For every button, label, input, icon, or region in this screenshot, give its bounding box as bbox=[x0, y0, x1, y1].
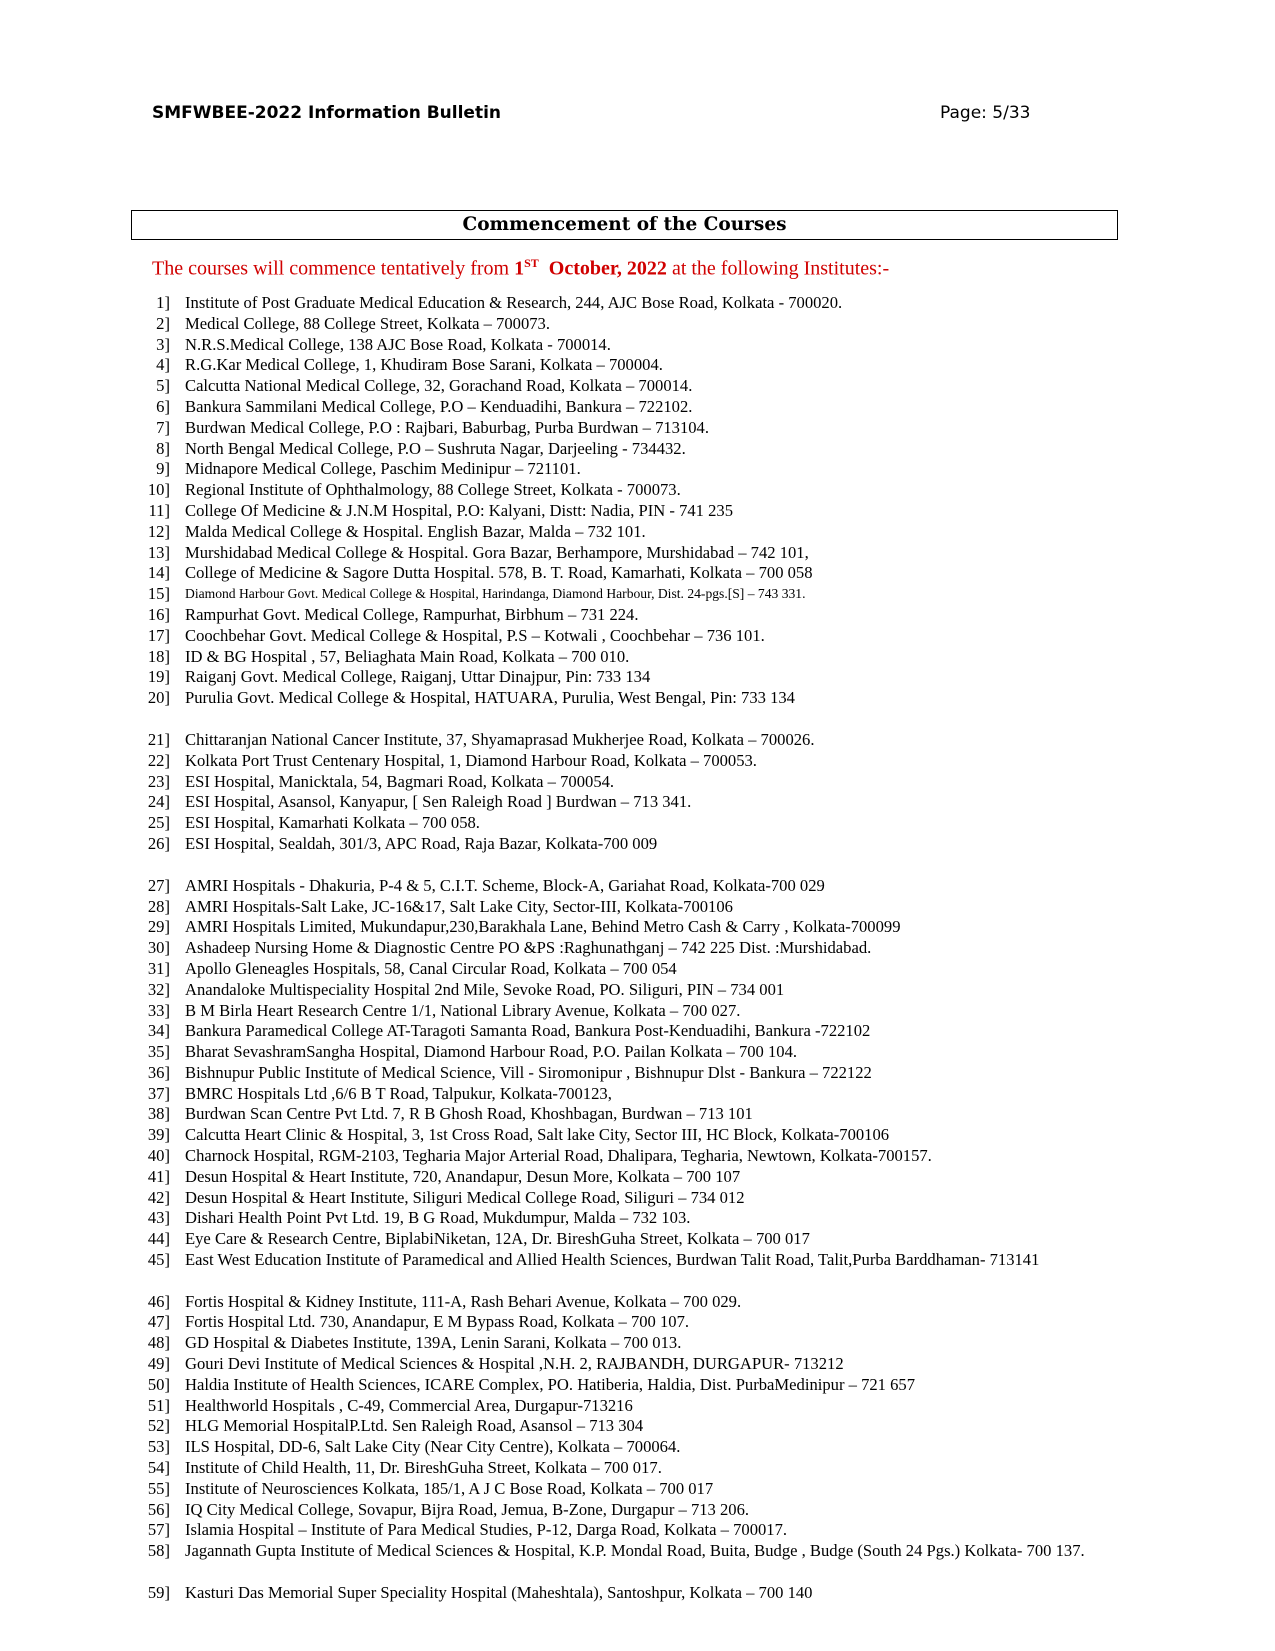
list-item bbox=[130, 1042, 1160, 1063]
item-text: ILS Hospital, DD-6, Salt Lake City (Near City Centre), Kolkata – 700064. bbox=[185, 1437, 681, 1457]
list-item bbox=[130, 418, 1160, 439]
item-number: 4] bbox=[156, 355, 170, 375]
item-number: 25] bbox=[147, 813, 170, 833]
item-number: 18] bbox=[147, 646, 170, 666]
list-item bbox=[130, 1583, 1160, 1604]
list-item bbox=[130, 1479, 1160, 1500]
list-item bbox=[130, 897, 1160, 918]
item-text: Coochbehar Govt. Medical College & Hospital, P.S – Kotwali , Coochbehar – 736 101. bbox=[185, 625, 765, 645]
list-item bbox=[130, 1208, 1160, 1229]
item-number: 40] bbox=[147, 1146, 170, 1166]
item-number: 17] bbox=[147, 625, 170, 645]
item-text: Charnock Hospital, RGM-2103, Tegharia Major Arterial Road, Dhalipara, Tegharia, Newtown, Kolkata-700157. bbox=[185, 1146, 932, 1166]
item-number: 52] bbox=[147, 1416, 170, 1436]
item-text: Diamond Harbour Govt. Medical College & Hospital, Harindanga, Diamond Harbour, Dist. 24-pgs.[S] – 743 331. bbox=[185, 586, 806, 602]
item-text: Fortis Hospital & Kidney Institute, 111-A, Rash Behari Avenue, Kolkata – 700 029. bbox=[185, 1291, 742, 1311]
item-number: 50] bbox=[147, 1374, 170, 1394]
list-item bbox=[130, 834, 1160, 855]
list-item bbox=[130, 647, 1160, 668]
list-item bbox=[130, 1292, 1160, 1313]
list-item bbox=[130, 1437, 1160, 1458]
item-text: Desun Hospital & Heart Institute, Siliguri Medical College Road, Siliguri – 734 012 bbox=[185, 1187, 745, 1207]
list-item bbox=[130, 543, 1160, 564]
item-text: ESI Hospital, Kamarhati Kolkata – 700 058. bbox=[185, 813, 480, 833]
list-item bbox=[130, 1541, 1160, 1583]
list-item bbox=[130, 1084, 1160, 1105]
item-text: BMRC Hospitals Ltd ,6/6 B T Road, Talpukur, Kolkata-700123, bbox=[185, 1083, 612, 1103]
institute-list bbox=[130, 293, 1160, 1604]
item-text: N.R.S.Medical College, 138 AJC Bose Road, Kolkata - 700014. bbox=[185, 334, 611, 354]
item-number: 6] bbox=[156, 396, 170, 416]
item-text: AMRI Hospitals-Salt Lake, JC-16&17, Salt Lake City, Sector-III, Kolkata-700106 bbox=[185, 896, 733, 916]
bulletin-title: SMFWBEE-2022 Information Bulletin bbox=[152, 103, 502, 123]
item-number: 41] bbox=[147, 1166, 170, 1186]
list-item bbox=[130, 501, 1160, 522]
list-item bbox=[130, 335, 1160, 356]
list-item bbox=[130, 1063, 1160, 1084]
item-number: 14] bbox=[147, 563, 170, 583]
item-text: Burdwan Medical College, P.O : Rajbari, Baburbag, Purba Burdwan – 713104. bbox=[185, 417, 709, 437]
item-text: AMRI Hospitals - Dhakuria, P-4 & 5, C.I.T. Scheme, Block-A, Gariahat Road, Kolkata-700 029 bbox=[185, 875, 825, 895]
list-item bbox=[130, 751, 1160, 772]
item-number: 42] bbox=[147, 1187, 170, 1207]
section-title: Commencement of the Courses bbox=[131, 210, 1118, 240]
list-item bbox=[130, 772, 1160, 793]
list-item bbox=[130, 1520, 1160, 1541]
item-number: 5] bbox=[156, 376, 170, 396]
item-number: 49] bbox=[147, 1354, 170, 1374]
page-number: Page: 5/33 bbox=[940, 103, 1031, 123]
item-number: 55] bbox=[147, 1478, 170, 1498]
list-gap bbox=[130, 709, 1160, 730]
list-item bbox=[130, 959, 1160, 980]
item-number: 59] bbox=[147, 1582, 170, 1602]
item-number: 45] bbox=[147, 1250, 170, 1270]
list-item bbox=[130, 376, 1160, 397]
list-item bbox=[130, 730, 1160, 751]
item-text: B M Birla Heart Research Centre 1/1, National Library Avenue, Kolkata – 700 027. bbox=[185, 1000, 741, 1020]
item-text: Institute of Post Graduate Medical Education & Research, 244, AJC Bose Road, Kolkata - 700020. bbox=[185, 293, 843, 312]
item-text: Kasturi Das Memorial Super Speciality Hospital (Maheshtala), Santoshpur, Kolkata – 700 140 bbox=[185, 1582, 813, 1602]
item-number: 21] bbox=[147, 729, 170, 749]
item-number: 15] bbox=[147, 584, 170, 604]
item-number: 56] bbox=[147, 1499, 170, 1519]
item-text: Ashadeep Nursing Home & Diagnostic Centre PO &PS :Raghunathganj – 742 225 Dist. :Murshidabad. bbox=[185, 938, 872, 958]
item-text: Midnapore Medical College, Paschim Medinipur – 721101. bbox=[185, 459, 581, 479]
list-item bbox=[130, 1375, 1160, 1396]
item-text: Gouri Devi Institute of Medical Sciences & Hospital ,N.H. 2, RAJBANDH, DURGAPUR- 713212 bbox=[185, 1354, 844, 1374]
item-number: 53] bbox=[147, 1437, 170, 1457]
list-item bbox=[130, 938, 1160, 959]
item-text: Rampurhat Govt. Medical College, Rampurhat, Birbhum – 731 224. bbox=[185, 604, 639, 624]
list-item bbox=[130, 480, 1160, 501]
item-number: 19] bbox=[147, 667, 170, 687]
item-number: 48] bbox=[147, 1333, 170, 1353]
item-text: ESI Hospital, Manicktala, 54, Bagmari Road, Kolkata – 700054. bbox=[185, 771, 615, 791]
item-text: Malda Medical College & Hospital. English Bazar, Malda – 732 101. bbox=[185, 521, 646, 541]
item-number: 47] bbox=[147, 1312, 170, 1332]
item-number: 11] bbox=[148, 500, 170, 520]
intro-before: The courses will commence tentatively from bbox=[152, 257, 515, 280]
item-text: Healthworld Hospitals , C-49, Commercial Area, Durgapur-713216 bbox=[185, 1395, 633, 1415]
item-text: Kolkata Port Trust Centenary Hospital, 1, Diamond Harbour Road, Kolkata – 700053. bbox=[185, 750, 757, 770]
list-item bbox=[130, 917, 1160, 938]
list-item bbox=[130, 439, 1160, 460]
intro-date: October, 2022 bbox=[548, 257, 667, 280]
item-number: 51] bbox=[147, 1395, 170, 1415]
item-number: 35] bbox=[147, 1042, 170, 1062]
item-number: 2] bbox=[156, 313, 170, 333]
item-text: GD Hospital & Diabetes Institute, 139A, Lenin Sarani, Kolkata – 700 013. bbox=[185, 1333, 682, 1353]
list-item bbox=[130, 584, 1160, 605]
list-item bbox=[130, 293, 1160, 314]
item-number: 58] bbox=[147, 1541, 170, 1561]
list-item bbox=[130, 314, 1160, 335]
list-item bbox=[130, 397, 1160, 418]
list-gap bbox=[130, 855, 1160, 876]
item-number: 12] bbox=[147, 521, 170, 541]
list-item bbox=[130, 1312, 1160, 1333]
list-item bbox=[130, 1146, 1160, 1167]
item-text: Apollo Gleneagles Hospitals, 58, Canal Circular Road, Kolkata – 700 054 bbox=[185, 958, 677, 978]
item-text: Eye Care & Research Centre, BiplabiNiketan, 12A, Dr. BireshGuha Street, Kolkata – 700 017 bbox=[185, 1229, 810, 1249]
item-number: 38] bbox=[147, 1104, 170, 1124]
item-text: Jagannath Gupta Institute of Medical Sciences & Hospital, K.P. Mondal Road, Buita, Budge , Budge (South 24 Pgs.) Kolkata- 700 137. bbox=[185, 1541, 1085, 1561]
item-number: 22] bbox=[147, 750, 170, 770]
item-text: Purulia Govt. Medical College & Hospital, HATUARA, Purulia, West Bengal, Pin: 733 134 bbox=[185, 688, 795, 708]
list-item bbox=[130, 459, 1160, 480]
item-text: Regional Institute of Ophthalmology, 88 College Street, Kolkata - 700073. bbox=[185, 480, 681, 500]
item-number: 39] bbox=[147, 1125, 170, 1145]
item-text: Raiganj Govt. Medical College, Raiganj, Uttar Dinajpur, Pin: 733 134 bbox=[185, 667, 651, 687]
list-item bbox=[130, 1416, 1160, 1437]
list-item bbox=[130, 605, 1160, 626]
list-item bbox=[130, 1458, 1160, 1479]
intro-line bbox=[152, 256, 1152, 281]
list-item bbox=[130, 1500, 1160, 1521]
list-item bbox=[130, 1001, 1160, 1022]
intro-day: 1 bbox=[514, 257, 525, 280]
item-number: 27] bbox=[147, 875, 170, 895]
item-text: ESI Hospital, Sealdah, 301/3, APC Road, Raja Bazar, Kolkata-700 009 bbox=[185, 833, 658, 853]
item-text: Haldia Institute of Health Sciences, ICARE Complex, PO. Hatiberia, Haldia, Dist. PurbaMedinipur – 721 657 bbox=[185, 1374, 915, 1394]
intro-sup: ST bbox=[524, 256, 539, 270]
item-text: Chittaranjan National Cancer Institute, 37, Shyamaprasad Mukherjee Road, Kolkata – 700026. bbox=[185, 729, 815, 749]
item-text: College of Medicine & Sagore Dutta Hospital. 578, B. T. Road, Kamarhati, Kolkata – 700 058 bbox=[185, 563, 813, 583]
list-item bbox=[130, 980, 1160, 1001]
item-number: 36] bbox=[147, 1062, 170, 1082]
item-text: Burdwan Scan Centre Pvt Ltd. 7, R B Ghosh Road, Khoshbagan, Burdwan – 713 101 bbox=[185, 1104, 753, 1124]
page-header bbox=[152, 103, 1032, 129]
list-item bbox=[130, 1250, 1160, 1292]
item-number: 9] bbox=[156, 459, 170, 479]
item-number: 13] bbox=[147, 542, 170, 562]
item-text: IQ City Medical College, Sovapur, Bijra Road, Jemua, B-Zone, Durgapur – 713 206. bbox=[185, 1499, 750, 1519]
item-text: ID & BG Hospital , 57, Beliaghata Main Road, Kolkata – 700 010. bbox=[185, 646, 630, 666]
list-item bbox=[130, 1188, 1160, 1209]
intro-after: at the following Institutes:- bbox=[666, 257, 890, 280]
list-item bbox=[130, 355, 1160, 376]
item-number: 28] bbox=[147, 896, 170, 916]
item-text: ESI Hospital, Asansol, Kanyapur, [ Sen Raleigh Road ] Burdwan – 713 341. bbox=[185, 792, 692, 812]
item-text: Calcutta Heart Clinic & Hospital, 3, 1st Cross Road, Salt lake City, Sector III, HC Block, Kolkata-700106 bbox=[185, 1125, 890, 1145]
item-number: 37] bbox=[147, 1083, 170, 1103]
item-text: Murshidabad Medical College & Hospital. Gora Bazar, Berhampore, Murshidabad – 742 101, bbox=[185, 542, 809, 562]
item-text: Medical College, 88 College Street, Kolkata – 700073. bbox=[185, 313, 550, 333]
item-number: 44] bbox=[147, 1229, 170, 1249]
item-number: 30] bbox=[147, 938, 170, 958]
list-item bbox=[130, 1021, 1160, 1042]
item-text: East West Education Institute of Paramedical and Allied Health Sciences, Burdwan Talit Road, Talit,Purba Barddhaman- 713141 bbox=[185, 1250, 1040, 1270]
item-text: AMRI Hospitals Limited, Mukundapur,230,Barakhala Lane, Behind Metro Cash & Carry , Kolkata-700099 bbox=[185, 917, 901, 937]
item-number: 46] bbox=[147, 1291, 170, 1311]
item-text: R.G.Kar Medical College, 1, Khudiram Bose Sarani, Kolkata – 700004. bbox=[185, 355, 663, 375]
list-item bbox=[130, 792, 1160, 813]
item-number: 3] bbox=[156, 334, 170, 354]
item-text: Bharat SevashramSangha Hospital, Diamond Harbour Road, P.O. Pailan Kolkata – 700 104. bbox=[185, 1042, 798, 1062]
item-number: 24] bbox=[147, 792, 170, 812]
list-item bbox=[130, 522, 1160, 543]
item-text: Islamia Hospital – Institute of Para Medical Studies, P-12, Darga Road, Kolkata – 700017. bbox=[185, 1520, 788, 1540]
item-text: Dishari Health Point Pvt Ltd. 19, B G Road, Mukdumpur, Malda – 732 103. bbox=[185, 1208, 691, 1228]
item-text: Bankura Sammilani Medical College, P.O – Kenduadihi, Bankura – 722102. bbox=[185, 396, 693, 416]
item-number: 54] bbox=[147, 1458, 170, 1478]
list-item bbox=[130, 1396, 1160, 1417]
item-number: 23] bbox=[147, 771, 170, 791]
list-item bbox=[130, 876, 1160, 897]
list-item bbox=[130, 1125, 1160, 1146]
item-text: Institute of Child Health, 11, Dr. BireshGuha Street, Kolkata – 700 017. bbox=[185, 1458, 662, 1478]
item-text: Fortis Hospital Ltd. 730, Anandapur, E M Bypass Road, Kolkata – 700 107. bbox=[185, 1312, 690, 1332]
list-item bbox=[130, 626, 1160, 647]
item-number: 34] bbox=[147, 1021, 170, 1041]
item-number: 16] bbox=[147, 604, 170, 624]
list-item bbox=[130, 1229, 1160, 1250]
item-text: Anandaloke Multispeciality Hospital 2nd Mile, Sevoke Road, PO. Siliguri, PIN – 734 001 bbox=[185, 979, 785, 999]
item-number: 57] bbox=[147, 1520, 170, 1540]
item-text: North Bengal Medical College, P.O – Sushruta Nagar, Darjeeling - 734432. bbox=[185, 438, 686, 458]
item-number: 32] bbox=[147, 979, 170, 999]
item-text: College Of Medicine & J.N.M Hospital, P.O: Kalyani, Distt: Nadia, PIN - 741 235 bbox=[185, 500, 733, 520]
list-item bbox=[130, 1104, 1160, 1125]
list-item bbox=[130, 667, 1160, 688]
item-number: 43] bbox=[147, 1208, 170, 1228]
list-item bbox=[130, 1167, 1160, 1188]
item-text: Bishnupur Public Institute of Medical Science, Vill - Siromonipur , Bishnupur Dlst - Bankura – 722122 bbox=[185, 1062, 872, 1082]
item-text: Calcutta National Medical College, 32, Gorachand Road, Kolkata – 700014. bbox=[185, 376, 693, 396]
list-item bbox=[130, 688, 1160, 709]
item-number: 1] bbox=[156, 293, 170, 312]
item-text: Bankura Paramedical College AT-Taragoti Samanta Road, Bankura Post-Kenduadihi, Bankura -722102 bbox=[185, 1021, 871, 1041]
item-number: 29] bbox=[147, 917, 170, 937]
list-item bbox=[130, 1354, 1160, 1375]
item-number: 20] bbox=[147, 688, 170, 708]
item-text: Desun Hospital & Heart Institute, 720, Anandapur, Desun More, Kolkata – 700 107 bbox=[185, 1166, 741, 1186]
item-number: 8] bbox=[156, 438, 170, 458]
item-number: 33] bbox=[147, 1000, 170, 1020]
item-text: HLG Memorial HospitalP.Ltd. Sen Raleigh Road, Asansol – 713 304 bbox=[185, 1416, 644, 1436]
list-item bbox=[130, 1333, 1160, 1354]
list-item bbox=[130, 563, 1160, 584]
list-item bbox=[130, 813, 1160, 834]
item-number: 26] bbox=[147, 833, 170, 853]
item-text: Institute of Neurosciences Kolkata, 185/1, A J C Bose Road, Kolkata – 700 017 bbox=[185, 1478, 714, 1498]
item-number: 7] bbox=[156, 417, 170, 437]
item-number: 10] bbox=[147, 480, 170, 500]
item-number: 31] bbox=[147, 958, 170, 978]
